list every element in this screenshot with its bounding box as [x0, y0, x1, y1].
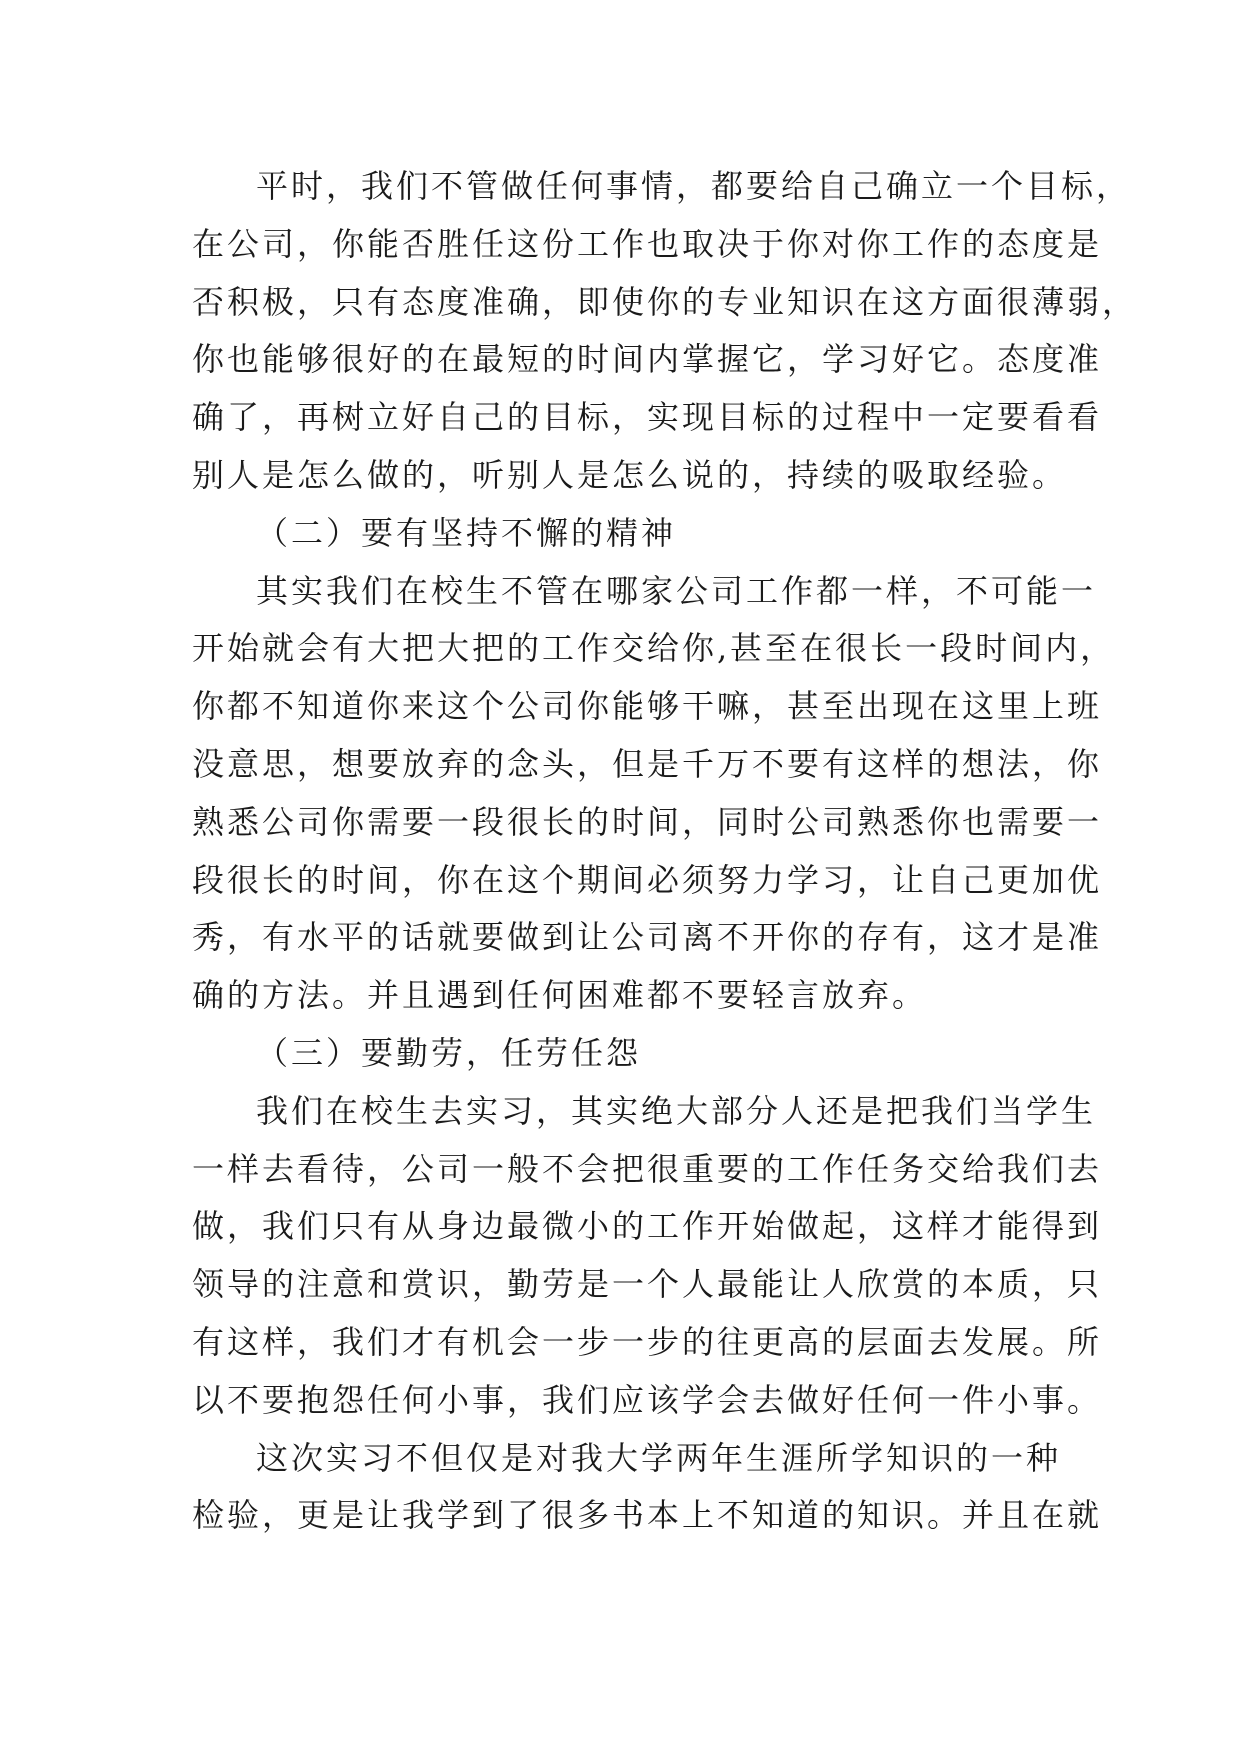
- paragraph-2-line-4: 没意思，想要放弃的念头，但是千万不要有这样的想法，你: [192, 744, 1103, 783]
- paragraph-3-line-4: 领导的注意和赏识，勤劳是一个人最能让人欣赏的本质，只: [192, 1265, 1103, 1304]
- paragraph-3-line-5: 有这样，我们才有机会一步一步的往更高的层面去发展。所: [192, 1322, 1103, 1361]
- paragraph-1-line-2: 在公司，你能否胜任这份工作也取决于你对你工作的态度是: [192, 224, 1103, 263]
- paragraph-2-line-6: 段很长的时间，你在这个期间必须努力学习，让自己更加优: [192, 860, 1103, 899]
- paragraph-2-line-7: 秀，有水平的话就要做到让公司离不开你的存有，这才是准: [192, 918, 1103, 957]
- paragraph-2-line-2: 开始就会有大把大把的工作交给你,甚至在很长一段时间内，: [192, 629, 1116, 668]
- paragraph-1-line-4: 你也能够很好的在最短的时间内掌握它，学习好它。态度准: [192, 340, 1103, 379]
- paragraph-1-line-1: 平时，我们不管做任何事情，都要给自己确立一个目标，: [256, 167, 1132, 205]
- paragraph-3-line-6: 以不要抱怨任何小事，我们应该学会去做好任何一件小事。: [192, 1380, 1103, 1419]
- paragraph-2-line-3: 你都不知道你来这个公司你能够干嘛，甚至出现在这里上班: [192, 687, 1103, 726]
- document-page: [192, 158, 1138, 1545]
- paragraph-2-line-1: 其实我们在校生不管在哪家公司工作都一样，不可能一: [256, 571, 1097, 610]
- section-heading-2: （二）要有坚持不懈的精神: [256, 513, 677, 552]
- paragraph-3-line-2: 一样去看待，公司一般不会把很重要的工作任务交给我们去: [192, 1149, 1103, 1188]
- paragraph-3-line-3: 做，我们只有从身边最微小的工作开始做起，这样才能得到: [192, 1207, 1103, 1246]
- paragraph-2-line-8: 确的方法。并且遇到任何困难都不要轻言放弃。: [192, 976, 928, 1015]
- paragraph-3-line-1: 我们在校生去实习，其实绝大部分人还是把我们当学生: [256, 1091, 1097, 1130]
- paragraph-1-line-6: 别人是怎么做的，听别人是怎么说的，持续的吸取经验。: [192, 455, 1068, 494]
- paragraph-1-line-5: 确了，再树立好自己的目标，实现目标的过程中一定要看看: [192, 398, 1103, 437]
- section-heading-3: （三）要勤劳，任劳任怨: [256, 1033, 642, 1072]
- paragraph-1-line-3: 否积极，只有态度准确，即使你的专业知识在这方面很薄弱，: [192, 282, 1138, 321]
- paragraph-2-line-5: 熟悉公司你需要一段很长的时间，同时公司熟悉你也需要一: [192, 802, 1103, 841]
- paragraph-4-line-1: 这次实习不但仅是对我大学两年生涯所学知识的一种: [256, 1438, 1062, 1477]
- paragraph-4-line-2: 检验，更是让我学到了很多书本上不知道的知识。并且在就: [192, 1496, 1103, 1535]
